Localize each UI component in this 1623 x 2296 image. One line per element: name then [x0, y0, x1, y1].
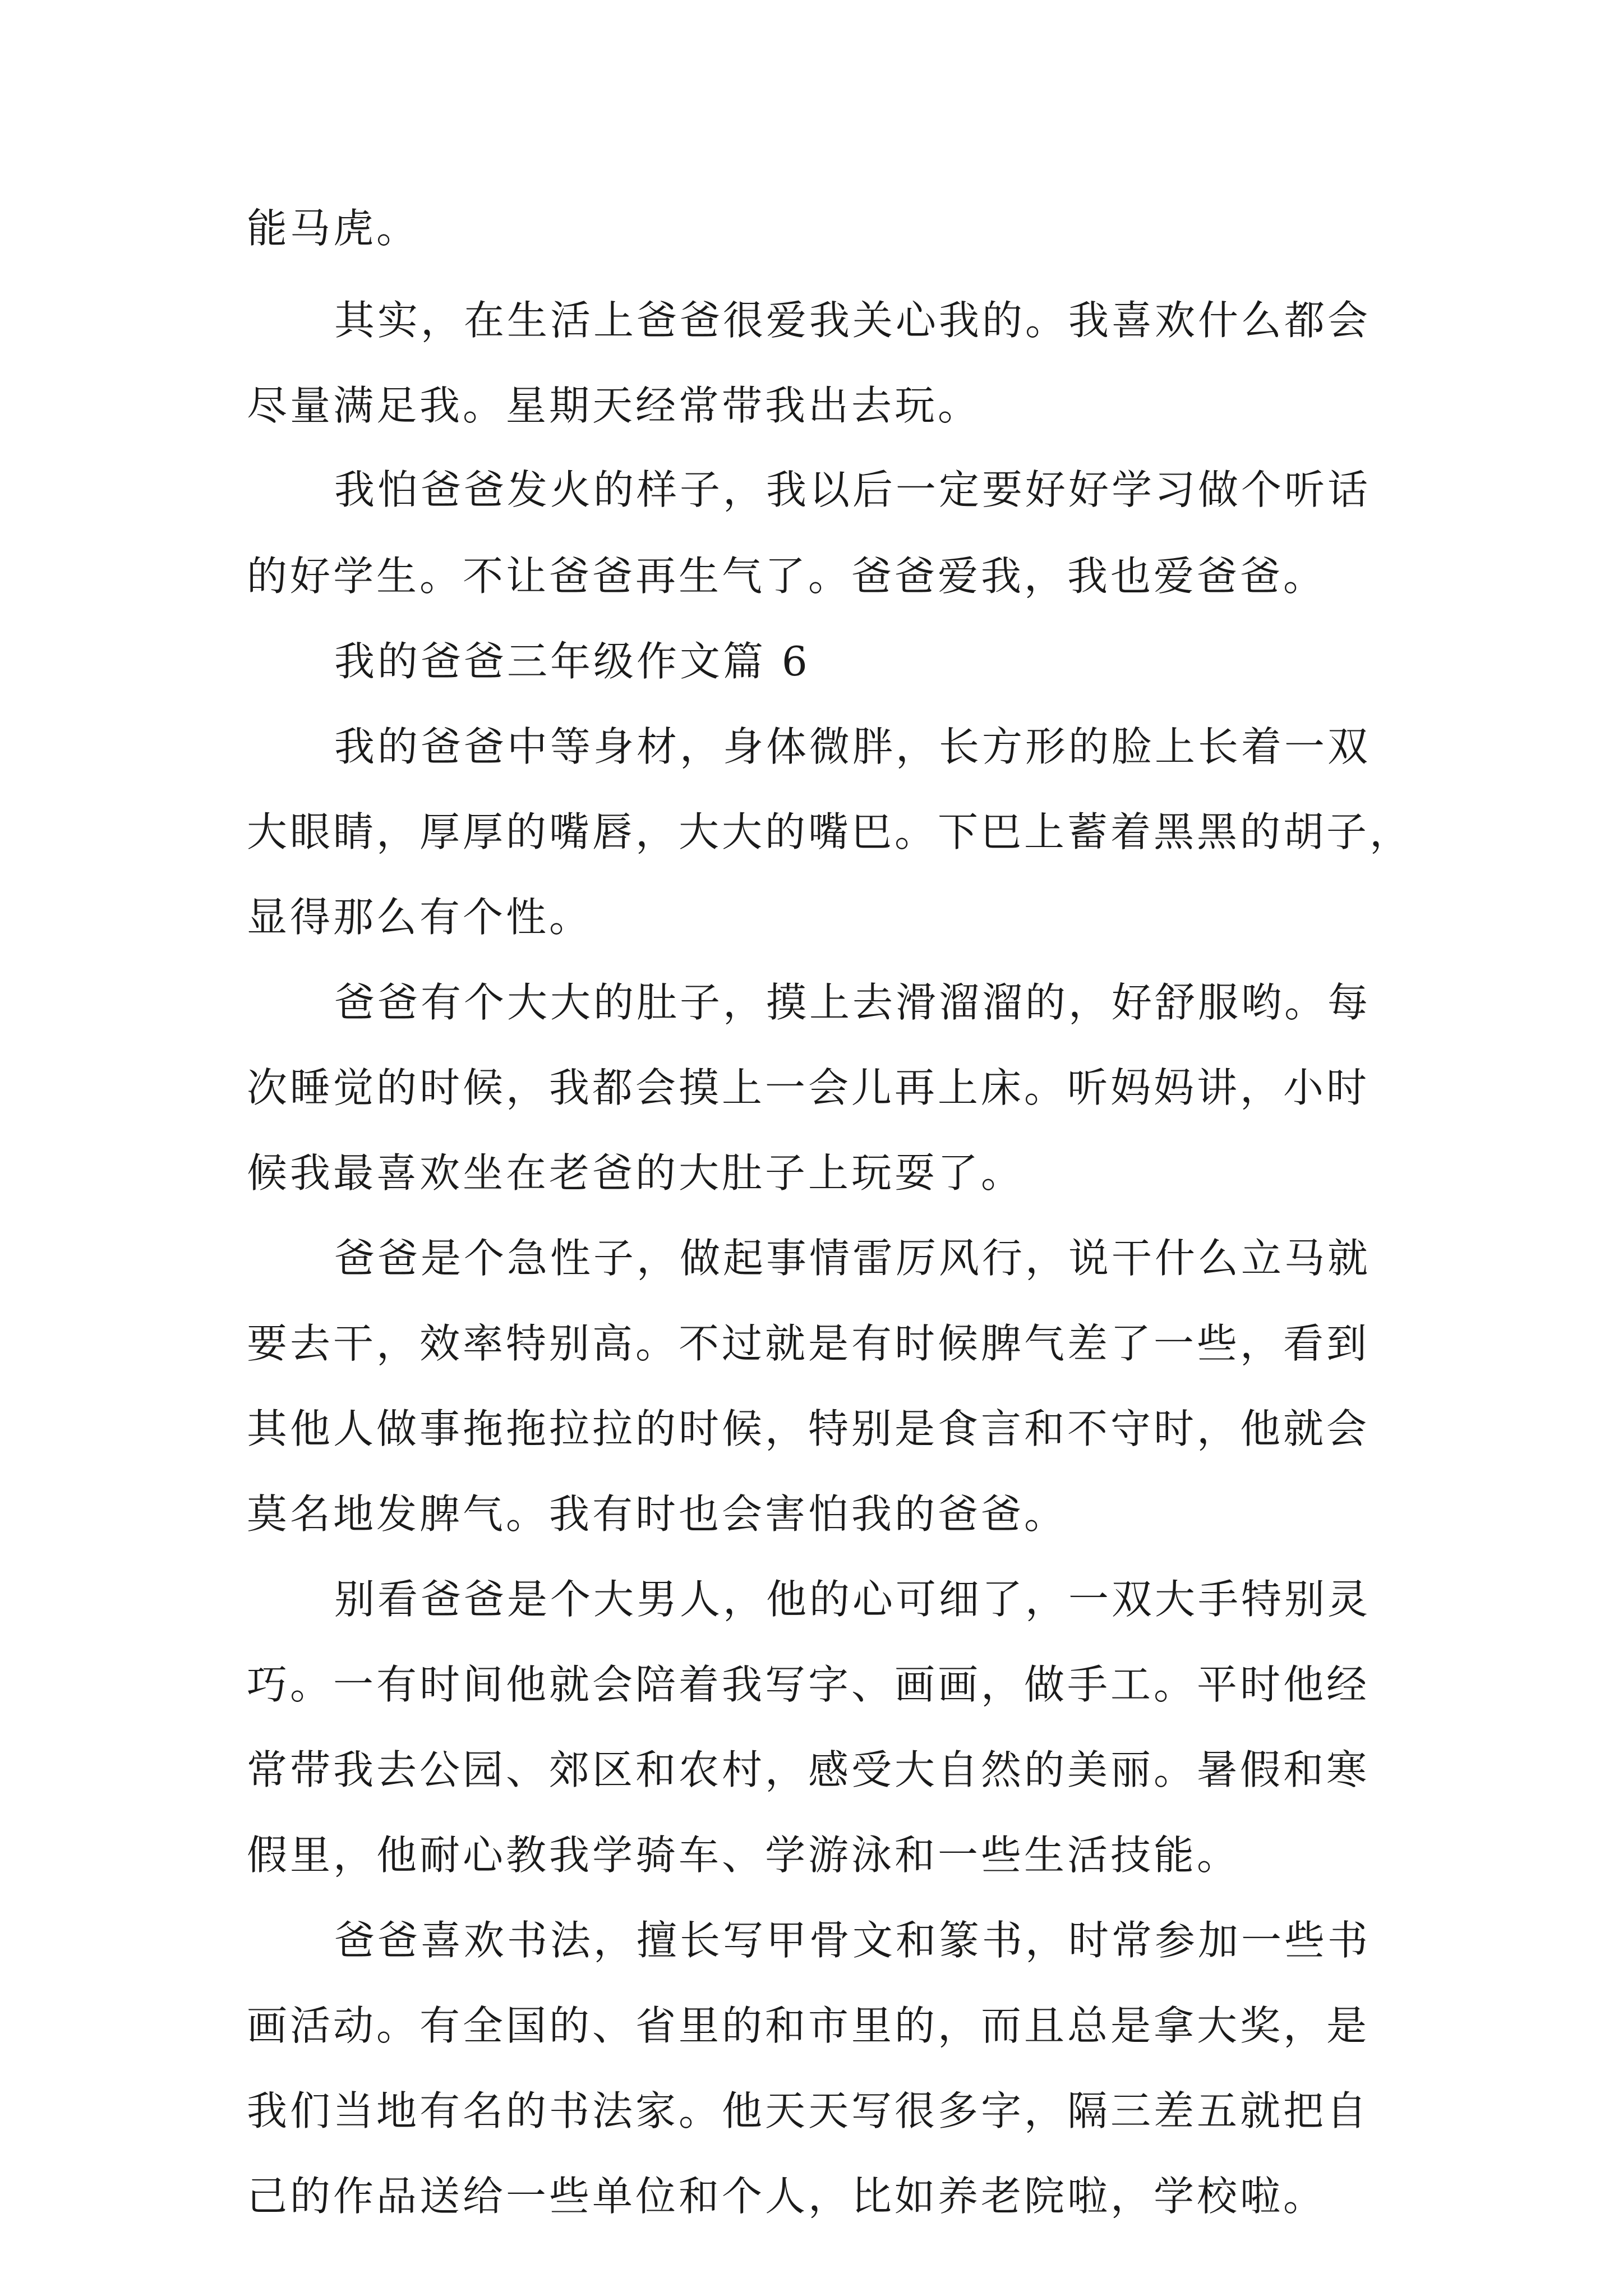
text-line: 爸爸喜欢书法，擅长写甲骨文和篆书，时常参加一些书: [334, 1917, 1371, 1964]
text-line: 我怕爸爸发火的样子，我以后一定要好好学习做个听话: [334, 466, 1371, 513]
text-line: 的好学生。不让爸爸再生气了。爸爸爱我，我也爱爸爸。: [247, 553, 1327, 600]
text-line: 巧。一有时间他就会陪着我写字、画画，做手工。平时他经: [247, 1661, 1370, 1708]
text-line: 莫名地发脾气。我有时也会害怕我的爸爸。: [247, 1490, 1068, 1538]
text-line: 次睡觉的时候，我都会摸上一会儿再上床。听妈妈讲，小时: [247, 1064, 1370, 1111]
text-line: 我的爸爸中等身材，身体微胖，长方形的脸上长着一双: [334, 723, 1371, 770]
text-line: 常带我去公园、郊区和农村，感受大自然的美丽。暑假和寒: [247, 1746, 1370, 1793]
text-line: 其他人做事拖拖拉拉的时候，特别是食言和不守时，他就会: [247, 1405, 1370, 1452]
text-line: 画活动。有全国的、省里的和市里的，而且总是拿大奖，是: [247, 2002, 1370, 2049]
text-line: 能马虎。: [247, 205, 420, 252]
text-line: 爸爸是个急性子，做起事情雷厉风行，说干什么立马就: [334, 1235, 1371, 1282]
text-line: 我们当地有名的书法家。他天天写很多字，隔三差五就把自: [247, 2087, 1370, 2134]
text-line: 其实，在生活上爸爸很爱我关心我的。我喜欢什么都会: [334, 297, 1371, 344]
section-heading: 我的爸爸三年级作文篇 6: [334, 638, 810, 685]
text-line: 别看爸爸是个大男人，他的心可细了，一双大手特别灵: [334, 1576, 1371, 1623]
text-line: 尽量满足我。星期天经常带我出去玩。: [247, 382, 981, 429]
text-line: 显得那么有个性。: [247, 894, 593, 941]
text-line: 假里，他耐心教我学骑车、学游泳和一些生活技能。: [247, 1832, 1241, 1879]
text-line: 大眼睛，厚厚的嘴唇，大大的嘴巴。下巴上蓄着黑黑的胡子，: [247, 808, 1413, 855]
text-line: 要去干，效率特别高。不过就是有时候脾气差了一些，看到: [247, 1320, 1370, 1367]
text-line: 候我最喜欢坐在老爸的大肚子上玩耍了。: [247, 1149, 1025, 1197]
text-line: 爸爸有个大大的肚子，摸上去滑溜溜的，好舒服哟。每: [334, 979, 1371, 1026]
text-line: 己的作品送给一些单位和个人，比如养老院啦，学校啦。: [247, 2173, 1327, 2220]
